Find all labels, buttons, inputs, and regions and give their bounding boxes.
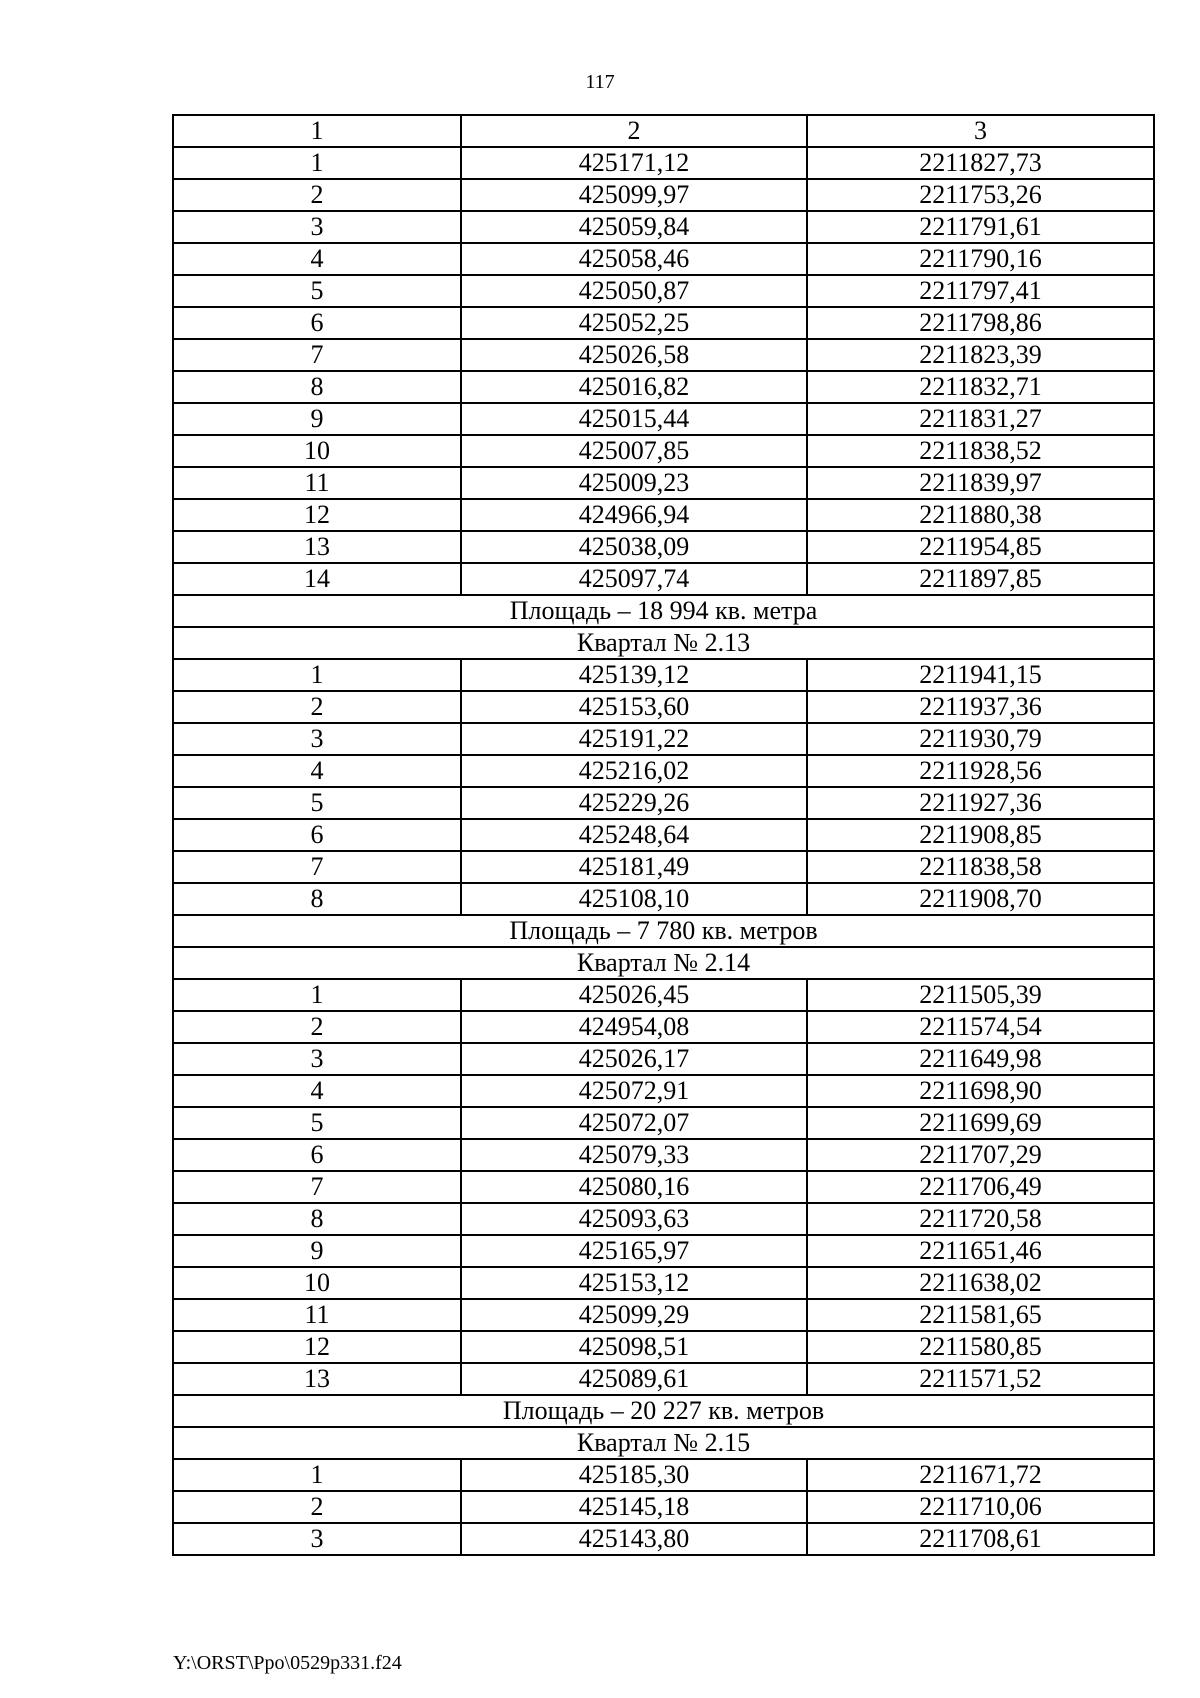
point-number-cell: 4 [173,755,461,787]
table-row [173,435,1154,467]
table-row [173,211,1154,243]
table-row [173,1235,1154,1267]
table-row [173,531,1154,563]
y-coordinate-cell: 2211838,58 [807,851,1154,883]
coordinates-table-body [173,115,1154,1555]
point-number-cell: 11 [173,467,461,499]
point-number-cell: 5 [173,1107,461,1139]
y-coordinate-cell: 2211671,72 [807,1459,1154,1491]
y-coordinate-cell: 2211707,29 [807,1139,1154,1171]
table-row [173,691,1154,723]
point-number-cell: 11 [173,1299,461,1331]
section-row [173,1395,1154,1427]
x-coordinate-cell: 425026,58 [461,339,807,371]
footer-file-path: Y:\ORST\Ppo\0529p331.f24 [173,1652,402,1674]
y-coordinate-cell: 2211571,52 [807,1363,1154,1395]
table-row [173,1299,1154,1331]
point-number-cell: 8 [173,1203,461,1235]
y-coordinate-cell: 2211580,85 [807,1331,1154,1363]
y-coordinate-cell: 2211797,41 [807,275,1154,307]
x-coordinate-cell: 425165,97 [461,1235,807,1267]
section-row [173,915,1154,947]
section-row [173,627,1154,659]
point-number-cell: 7 [173,851,461,883]
section-label: Квартал № 2.14 [173,947,1154,979]
point-number-cell: 8 [173,883,461,915]
y-coordinate-cell: 2211930,79 [807,723,1154,755]
y-coordinate-cell: 2211838,52 [807,435,1154,467]
y-coordinate-cell: 2211832,71 [807,371,1154,403]
x-coordinate-cell: 425248,64 [461,819,807,851]
table-row [173,1107,1154,1139]
point-number-cell: 6 [173,1139,461,1171]
y-coordinate-cell: 2211880,38 [807,499,1154,531]
x-coordinate-cell: 425050,87 [461,275,807,307]
point-number-cell: 9 [173,1235,461,1267]
section-label: Квартал № 2.15 [173,1427,1154,1459]
point-number-cell: 13 [173,1363,461,1395]
y-coordinate-cell: 2211928,56 [807,755,1154,787]
column-header-x: 2 [461,115,807,147]
y-coordinate-cell: 2211937,36 [807,691,1154,723]
x-coordinate-cell: 425072,07 [461,1107,807,1139]
y-coordinate-cell: 2211927,36 [807,787,1154,819]
x-coordinate-cell: 425143,80 [461,1523,807,1555]
y-coordinate-cell: 2211698,90 [807,1075,1154,1107]
x-coordinate-cell: 425026,17 [461,1043,807,1075]
x-coordinate-cell: 425007,85 [461,435,807,467]
point-number-cell: 3 [173,1523,461,1555]
table-row [173,1267,1154,1299]
y-coordinate-cell: 2211720,58 [807,1203,1154,1235]
column-header-point-number: 1 [173,115,461,147]
column-header-y: 3 [807,115,1154,147]
table-row [173,723,1154,755]
y-coordinate-cell: 2211827,73 [807,147,1154,179]
x-coordinate-cell: 425099,97 [461,179,807,211]
x-coordinate-cell: 424966,94 [461,499,807,531]
table-row [173,659,1154,691]
point-number-cell: 10 [173,1267,461,1299]
x-coordinate-cell: 425181,49 [461,851,807,883]
x-coordinate-cell: 425153,12 [461,1267,807,1299]
x-coordinate-cell: 425185,30 [461,1459,807,1491]
table-row [173,1203,1154,1235]
y-coordinate-cell: 2211505,39 [807,979,1154,1011]
section-row [173,595,1154,627]
table-row [173,499,1154,531]
table-row [173,563,1154,595]
x-coordinate-cell: 425038,09 [461,531,807,563]
point-number-cell: 6 [173,307,461,339]
y-coordinate-cell: 2211649,98 [807,1043,1154,1075]
table-row [173,1011,1154,1043]
x-coordinate-cell: 425059,84 [461,211,807,243]
y-coordinate-cell: 2211954,85 [807,531,1154,563]
page-number: 117 [585,71,615,93]
x-coordinate-cell: 425015,44 [461,403,807,435]
y-coordinate-cell: 2211831,27 [807,403,1154,435]
point-number-cell: 2 [173,691,461,723]
point-number-cell: 9 [173,403,461,435]
section-row [173,947,1154,979]
y-coordinate-cell: 2211798,86 [807,307,1154,339]
y-coordinate-cell: 2211574,54 [807,1011,1154,1043]
table-row [173,787,1154,819]
table-row [173,883,1154,915]
point-number-cell: 3 [173,211,461,243]
point-number-cell: 4 [173,243,461,275]
table-row [173,403,1154,435]
point-number-cell: 3 [173,723,461,755]
y-coordinate-cell: 2211581,65 [807,1299,1154,1331]
x-coordinate-cell: 425097,74 [461,563,807,595]
x-coordinate-cell: 425153,60 [461,691,807,723]
y-coordinate-cell: 2211638,02 [807,1267,1154,1299]
y-coordinate-cell: 2211651,46 [807,1235,1154,1267]
table-row [173,1043,1154,1075]
point-number-cell: 5 [173,787,461,819]
x-coordinate-cell: 425229,26 [461,787,807,819]
point-number-cell: 1 [173,147,461,179]
y-coordinate-cell: 2211708,61 [807,1523,1154,1555]
point-number-cell: 10 [173,435,461,467]
x-coordinate-cell: 425145,18 [461,1491,807,1523]
y-coordinate-cell: 2211706,49 [807,1171,1154,1203]
x-coordinate-cell: 425079,33 [461,1139,807,1171]
table-row [173,851,1154,883]
y-coordinate-cell: 2211897,85 [807,563,1154,595]
x-coordinate-cell: 425139,12 [461,659,807,691]
x-coordinate-cell: 425098,51 [461,1331,807,1363]
table-row [173,339,1154,371]
table-row [173,979,1154,1011]
table-row [173,275,1154,307]
x-coordinate-cell: 425072,91 [461,1075,807,1107]
y-coordinate-cell: 2211941,15 [807,659,1154,691]
y-coordinate-cell: 2211823,39 [807,339,1154,371]
point-number-cell: 2 [173,179,461,211]
x-coordinate-cell: 425099,29 [461,1299,807,1331]
y-coordinate-cell: 2211839,97 [807,467,1154,499]
table-row [173,1363,1154,1395]
x-coordinate-cell: 425052,25 [461,307,807,339]
table-row [173,1075,1154,1107]
point-number-cell: 7 [173,339,461,371]
table-row [173,307,1154,339]
table-row [173,1171,1154,1203]
point-number-cell: 12 [173,1331,461,1363]
x-coordinate-cell: 425108,10 [461,883,807,915]
point-number-cell: 14 [173,563,461,595]
section-label: Площадь – 20 227 кв. метров [173,1395,1154,1427]
section-label: Площадь – 7 780 кв. метров [173,915,1154,947]
point-number-cell: 1 [173,659,461,691]
section-label: Квартал № 2.13 [173,627,1154,659]
x-coordinate-cell: 425009,23 [461,467,807,499]
y-coordinate-cell: 2211791,61 [807,211,1154,243]
table-row [173,371,1154,403]
table-row [173,147,1154,179]
x-coordinate-cell: 424954,08 [461,1011,807,1043]
x-coordinate-cell: 425191,22 [461,723,807,755]
x-coordinate-cell: 425026,45 [461,979,807,1011]
table-row [173,179,1154,211]
x-coordinate-cell: 425093,63 [461,1203,807,1235]
point-number-cell: 2 [173,1011,461,1043]
y-coordinate-cell: 2211908,70 [807,883,1154,915]
table-row [173,1139,1154,1171]
point-number-cell: 2 [173,1491,461,1523]
table-header-row [173,115,1154,147]
y-coordinate-cell: 2211790,16 [807,243,1154,275]
x-coordinate-cell: 425089,61 [461,1363,807,1395]
table-row [173,819,1154,851]
point-number-cell: 7 [173,1171,461,1203]
table-row [173,1491,1154,1523]
table-row [173,1523,1154,1555]
coordinates-table [172,114,1155,1556]
y-coordinate-cell: 2211699,69 [807,1107,1154,1139]
point-number-cell: 6 [173,819,461,851]
x-coordinate-cell: 425058,46 [461,243,807,275]
point-number-cell: 5 [173,275,461,307]
y-coordinate-cell: 2211908,85 [807,819,1154,851]
y-coordinate-cell: 2211753,26 [807,179,1154,211]
point-number-cell: 3 [173,1043,461,1075]
x-coordinate-cell: 425080,16 [461,1171,807,1203]
point-number-cell: 1 [173,1459,461,1491]
point-number-cell: 1 [173,979,461,1011]
table-row [173,1459,1154,1491]
section-label: Площадь – 18 994 кв. метра [173,595,1154,627]
point-number-cell: 4 [173,1075,461,1107]
table-row [173,755,1154,787]
point-number-cell: 8 [173,371,461,403]
table-row [173,1331,1154,1363]
table-row [173,467,1154,499]
x-coordinate-cell: 425016,82 [461,371,807,403]
x-coordinate-cell: 425171,12 [461,147,807,179]
y-coordinate-cell: 2211710,06 [807,1491,1154,1523]
table-row [173,243,1154,275]
section-row [173,1427,1154,1459]
point-number-cell: 12 [173,499,461,531]
point-number-cell: 13 [173,531,461,563]
x-coordinate-cell: 425216,02 [461,755,807,787]
